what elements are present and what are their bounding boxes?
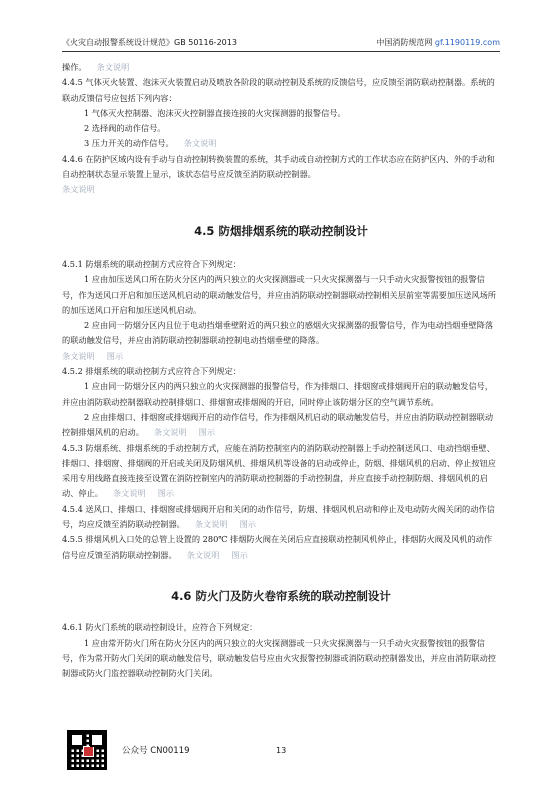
list-item: 1 应由加压送风口所在防火分区内的两只独立的火灾探测器或一只火灾探测器与一只手动火灾报警按钮的报警信号，作为送风口开启和加压送风机启动的联动触发信号，并应由消防联动控制器联动控制相关层前室等需要加压送风场所的加压送风口开启和加压送风机启动。: [62, 274, 496, 315]
clause-explanation-link[interactable]: 条文说明: [183, 138, 217, 149]
clause-explanation-link[interactable]: 条文说明: [62, 184, 95, 195]
figure-link[interactable]: 图示: [157, 488, 175, 499]
clause-4-4-6: 4.4.6 在防护区域内设有手动与自动控制转换装置的系统，其手动或自动控制方式的工作状态应在防护区内、外的手动和自动控制状态显示装置上显示，该状态信号应反馈至消防联动控制器。: [62, 153, 495, 180]
wechat-account: 公众号 CN00119: [122, 746, 190, 756]
figure-link[interactable]: 图示: [231, 549, 248, 560]
header-site-name: 中国消防规范网: [376, 38, 433, 47]
list-item: 1 气体灭火控制器、泡沫灭火控制器直接连接的火灾探测器的报警信号。: [84, 107, 346, 118]
clause-explanation-link[interactable]: 条文说明: [112, 488, 146, 499]
clause-4-5-2: 4.5.2 排烟系统的联动控制方式应符合下列规定：: [62, 366, 241, 377]
header-site[interactable]: [376, 37, 500, 49]
list-item: 2 应由同一防烟分区内且位于电动挡烟垂壁附近的两只独立的感烟火灾探测器的报警信号，作为电动挡烟垂壁降落的联动触发信号，并应由消防联动控制器联动控制电动挡烟垂壁的降落。: [62, 320, 494, 346]
list-item: 1 应由常开防火门所在防火分区内的两只独立的火灾探测器或一只火灾探测器与一只手动火灾报警按钮的报警信号，作为常开防火门关闭的联动触发信号，联动触发信号应由火灾报警控制器或消防联动控制器发出，并应由消防联动控制器或防火门监控器联动控制防火门关闭。: [62, 637, 496, 679]
section-heading-4-6: 4.6 防火门及防火卷帘系统的联动控制设计: [171, 588, 391, 603]
header-site-url[interactable]: gf.1190119.com: [434, 38, 500, 47]
page-footer: [62, 730, 500, 780]
qr-logo-icon: [83, 746, 94, 757]
qr-code-icon: [67, 730, 107, 770]
list-item: 2 选择阀的动作信号。: [84, 123, 166, 134]
running-header: [62, 37, 500, 52]
clause-explanation-link[interactable]: 条文说明: [62, 350, 95, 361]
clause-4-5-3: 4.5.3 防烟系统、排烟系统的手动控制方式，应能在消防控制室内的消防联动控制器上手动控制送风口、电动挡烟垂壁、排烟口、排烟窗、排烟阀的开启或关闭及防烟风机、排烟风机等设备的启动或停止，防烟、排烟风机的启动、停止按钮应采用专用线路直接连接至设置在消防控制室内的消防联动控制器的手动控制盘，并应直接手动控制防烟、排烟风机的启动、停止。 条文说明 图示: [62, 442, 496, 499]
clause-4-6-1: 4.6.1 防火门系统的联动控制设计，应符合下列规定：: [62, 622, 258, 633]
figure-link[interactable]: 图示: [106, 350, 124, 361]
clause-explanation-link[interactable]: 条文说明: [186, 549, 220, 560]
list-item: 1 应由同一防烟分区内的两只独立的火灾探测器的报警信号，作为排烟口、排烟窗或排烟阀开启的联动触发信号，并应由消防联动控制器联动控制排烟口、排烟窗或排烟阀的开启，同时停止该防烟分区的空气调节系统。: [62, 381, 494, 407]
clause-explanation-link[interactable]: 条文说明: [153, 427, 187, 438]
clause-explanation-link[interactable]: 条文说明: [194, 519, 228, 530]
page-number: 13: [276, 746, 287, 755]
paragraph: [62, 349, 500, 364]
clause-4-5-1: 4.5.1 防烟系统的联动控制方式应符合下列规定：: [62, 258, 241, 269]
section-heading-4-5: 4.5 防烟排烟系统的联动控制设计: [194, 223, 368, 238]
page-content: [62, 60, 500, 681]
clause-4-5-4: 4.5.4 送风口、排烟口、排烟窗或排烟阀开启和关闭的动作信号，防烟、排烟风机启动和停止及电动防火阀关闭的动作信号，均应反馈至消防联动控制器。 条文说明 图示: [62, 503, 495, 530]
clause-explanation-link[interactable]: 条文说明: [96, 62, 130, 72]
list-item: 3 压力开关的动作信号。 条文说明: [84, 138, 217, 149]
clause-4-4-5: 4.4.5 气体灭火装置、泡沫灭火装置启动及喷放各阶段的联动控制及系统的反馈信号，应反馈至消防联动控制器。系统的联动反馈信号应包括下列内容：: [62, 77, 495, 103]
figure-link[interactable]: 图示: [239, 519, 256, 530]
list-item: 2 应由排烟口、排烟窗或排烟阀开启的动作信号，作为排烟风机启动的联动触发信号，并应由消防联动控制器联动控制排烟风机的启动。 条文说明 图示: [62, 411, 494, 438]
paragraph: [62, 182, 500, 197]
figure-link[interactable]: 图示: [198, 427, 216, 438]
paragraph: 操作。 条文说明: [62, 62, 130, 72]
header-title: 《火灾自动报警系统设计规范》GB 50116-2013: [62, 38, 237, 47]
clause-4-5-5: 4.5.5 排烟风机入口处的总管上设置的 280℃ 排烟防火阀在关闭后应直接联动控制风机停止，排烟防火阀及风机的动作信号应反馈至消防联动控制器。 条文说明 图示: [62, 534, 493, 560]
